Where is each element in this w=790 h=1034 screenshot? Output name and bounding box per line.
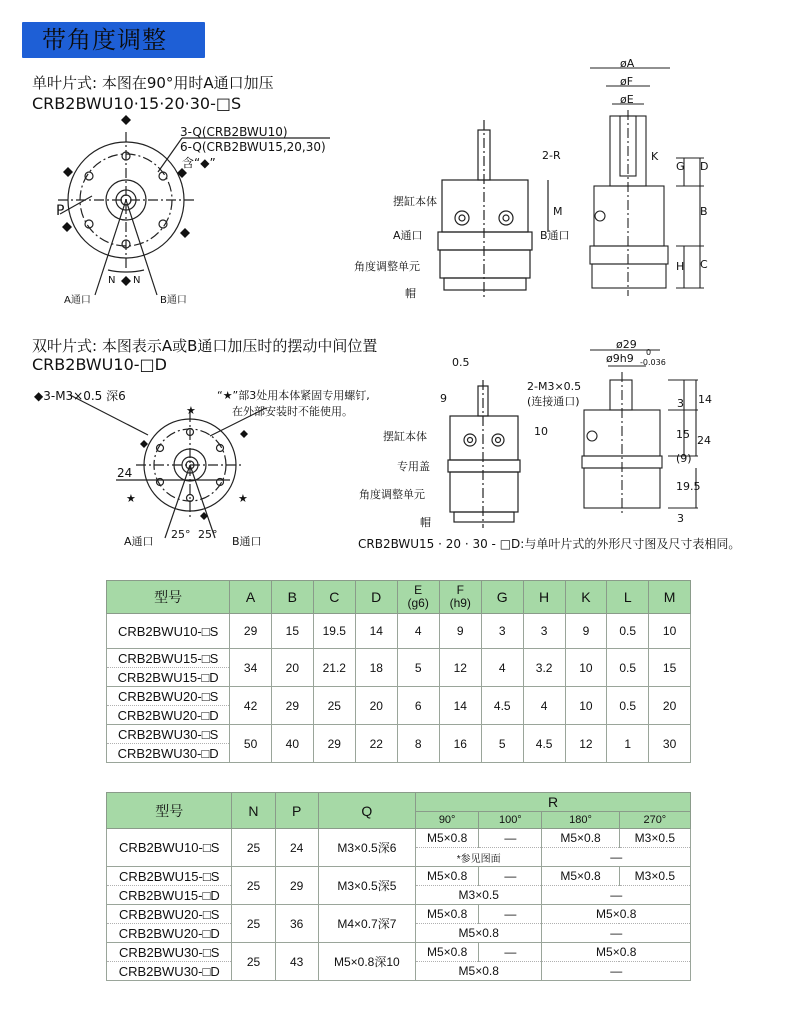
single-label-n1: N — [108, 275, 116, 286]
double-dim-9h9: ø9h9 — [606, 352, 634, 365]
single-dim-c: C — [700, 258, 708, 271]
svg-text:★: ★ — [126, 492, 136, 505]
cell: 10 — [565, 649, 607, 687]
single-dim-b: B — [700, 205, 708, 218]
cell: M3×0.5深6 — [318, 829, 415, 867]
single-port-b2: B通口 — [540, 229, 570, 242]
cell: — — [479, 867, 542, 886]
single-side-view — [330, 120, 570, 310]
cell: 20 — [649, 687, 691, 725]
cell: 4.5 — [481, 687, 523, 725]
cell: 9 — [565, 614, 607, 649]
page-title: 带角度调整 — [42, 26, 167, 54]
table-row — [107, 725, 691, 744]
cell: 21.2 — [313, 649, 355, 687]
header-e-label: E — [414, 583, 423, 597]
cell-model: CRB2BWU15-□D — [107, 668, 230, 687]
cell: 36 — [275, 905, 318, 943]
single-label-p: P — [56, 203, 65, 219]
header-r-100: 100° — [479, 812, 542, 829]
double-cover-label: 专用盖 — [397, 460, 430, 473]
cell: M5×0.8 — [542, 905, 691, 924]
double-dim-3b: 3 — [677, 512, 684, 525]
cell: M5×0.8 — [416, 905, 479, 924]
double-ports-label1: 2-M3×0.5 — [527, 380, 582, 393]
single-dim-view — [580, 60, 720, 310]
cell: 40 — [271, 725, 313, 763]
single-angle-unit: 角度调整单元 — [354, 260, 420, 273]
cell: M3×0.5 — [416, 886, 542, 905]
cell: 18 — [355, 649, 397, 687]
cell-model: CRB2BWU10-□S — [107, 614, 230, 649]
cell: M5×0.8 — [542, 867, 619, 886]
cell: M3×0.5深5 — [318, 867, 415, 905]
cell-model: CRB2BWU15-□S — [107, 649, 230, 668]
header-h: H — [523, 581, 565, 614]
double-screw-note: ◆3-M3×0.5 深6 — [34, 389, 126, 403]
cell: — — [542, 886, 691, 905]
cell: 5 — [481, 725, 523, 763]
cell-model: CRB2BWU15-□S — [107, 867, 232, 886]
single-q-note3: 含“◆” — [182, 156, 216, 170]
cell: M3×0.5 — [619, 829, 690, 848]
header-g: G — [481, 581, 523, 614]
double-dim-25b: 25° — [198, 528, 218, 541]
double-footnote: CRB2BWU15 · 20 · 30 - □D:与单叶片式的外形尺寸图及尺寸表相同。 — [358, 537, 741, 551]
cell: — — [479, 943, 542, 962]
double-dim-15: 15 — [676, 428, 690, 441]
header-model: 型号 — [107, 793, 232, 829]
header-l: L — [607, 581, 649, 614]
dimension-table — [106, 580, 691, 763]
cell: 1 — [607, 725, 649, 763]
header-b: B — [271, 581, 313, 614]
single-q-note2: 6-Q(CRB2BWU15,20,30) — [180, 140, 326, 154]
header-e-tol: (g6) — [407, 596, 429, 610]
cell: 10 — [565, 687, 607, 725]
cell: 15 — [271, 614, 313, 649]
single-label-n2: N — [133, 275, 141, 286]
double-star-note2: 在外部安装时不能使用。 — [232, 405, 353, 418]
cell: 5 — [397, 649, 439, 687]
cell-model: CRB2BWU30-□S — [107, 943, 232, 962]
cell: — — [542, 924, 691, 943]
single-port-a: A通口 — [64, 295, 91, 306]
cell: 9 — [439, 614, 481, 649]
cell: 20 — [355, 687, 397, 725]
cell: 29 — [275, 867, 318, 905]
cell: 19.5 — [313, 614, 355, 649]
cell: M5×0.8 — [416, 867, 479, 886]
cell: 15 — [649, 649, 691, 687]
cell-model: CRB2BWU30-□D — [107, 744, 230, 763]
double-model: CRB2BWU10-□D — [32, 355, 167, 374]
cell: — — [542, 848, 691, 867]
cell: M5×0.8 — [416, 943, 479, 962]
header-f-tol: (h9) — [449, 596, 471, 610]
cell: 29 — [271, 687, 313, 725]
single-dim-f: øF — [620, 75, 634, 88]
cell: M5×0.8 — [416, 924, 542, 943]
single-dim-k: K — [651, 150, 659, 163]
cell: 3 — [523, 614, 565, 649]
cell: M4×0.7深7 — [318, 905, 415, 943]
cell: 6 — [397, 687, 439, 725]
cell: 22 — [355, 725, 397, 763]
cell: 20 — [271, 649, 313, 687]
cell: M5×0.8 — [542, 829, 619, 848]
cell: 29 — [230, 614, 272, 649]
table-row — [107, 649, 691, 668]
single-heading: 单叶片式: 本图在90°用时A通口加压 — [32, 74, 274, 92]
cell-model: CRB2BWU20-□S — [107, 687, 230, 706]
double-star-note1: “★”部3处用本体紧固专用螺钉, — [217, 389, 370, 402]
header-f-label: F — [456, 583, 464, 597]
header-r-270: 270° — [619, 812, 690, 829]
table-header-row — [107, 793, 691, 812]
header-p: P — [275, 793, 318, 829]
single-dim-h: H — [676, 260, 685, 273]
cell: 30 — [649, 725, 691, 763]
cell: 4 — [481, 649, 523, 687]
header-q: Q — [318, 793, 415, 829]
double-heading: 双叶片式: 本图表示A或B通口加压时的摆动中间位置 — [32, 337, 378, 355]
double-port-b: B通口 — [232, 535, 262, 548]
cell: 3.2 — [523, 649, 565, 687]
single-dim-a: øA — [620, 57, 635, 70]
cell: 25 — [232, 943, 275, 981]
cell-model: CRB2BWU30-□D — [107, 962, 232, 981]
cell: 14 — [439, 687, 481, 725]
cell: 14 — [355, 614, 397, 649]
cell: 25 — [232, 905, 275, 943]
cell-model: CRB2BWU20-□D — [107, 924, 232, 943]
cell: 34 — [230, 649, 272, 687]
cell: M5×0.8深10 — [318, 943, 415, 981]
cell-model: CRB2BWU30-□S — [107, 725, 230, 744]
double-dim-25a: 25° — [171, 528, 191, 541]
single-body-label: 摆缸本体 — [393, 195, 437, 208]
table-row — [107, 867, 691, 886]
table-row — [107, 687, 691, 706]
cell: 29 — [313, 725, 355, 763]
cell: 43 — [275, 943, 318, 981]
header-c: C — [313, 581, 355, 614]
double-cap: 帽 — [420, 516, 431, 529]
double-tol-top: 0 — [646, 348, 652, 357]
cell: M5×0.8 — [416, 962, 542, 981]
header-f — [439, 581, 481, 614]
single-dim-d: D — [700, 160, 709, 173]
double-dim-24v: 24 — [697, 434, 711, 447]
cell-model: CRB2BWU20-□D — [107, 706, 230, 725]
cell: 42 — [230, 687, 272, 725]
double-dim-9: 9 — [440, 392, 447, 405]
port-table — [106, 792, 691, 981]
cell: M3×0.5 — [619, 867, 690, 886]
double-angle-unit: 角度调整单元 — [359, 488, 425, 501]
single-port-b: B通口 — [160, 295, 187, 306]
cell: 4 — [397, 614, 439, 649]
cell: 8 — [397, 725, 439, 763]
single-dim-e: øE — [620, 93, 634, 106]
table-row — [107, 905, 691, 924]
cell: 10 — [649, 614, 691, 649]
cell: 0.5 — [607, 614, 649, 649]
single-dim-m: M — [553, 205, 563, 218]
single-model: CRB2BWU10·15·20·30-□S — [32, 94, 242, 113]
header-r: R — [416, 793, 691, 812]
cell: 0.5 — [607, 649, 649, 687]
cell: — — [542, 962, 691, 981]
double-tol-bot: -0.036 — [640, 358, 666, 367]
double-ports-label2: (连接通口) — [527, 395, 580, 408]
cell: 25 — [232, 867, 275, 905]
cell: 3 — [481, 614, 523, 649]
cell: 24 — [275, 829, 318, 867]
table-row — [107, 829, 691, 848]
header-m: M — [649, 581, 691, 614]
table-row — [107, 614, 691, 649]
cell: 25 — [232, 829, 275, 867]
header-r-90: 90° — [416, 812, 479, 829]
cell-model: CRB2BWU15-□D — [107, 886, 232, 905]
double-port-a: A通口 — [124, 535, 154, 548]
double-dim-05: 0.5 — [452, 356, 470, 369]
table-row — [107, 943, 691, 962]
single-cap: 帽 — [405, 287, 416, 300]
cell: M5×0.8 — [416, 829, 479, 848]
cell-note: *参见图面 — [416, 848, 542, 867]
cell: 50 — [230, 725, 272, 763]
header-a: A — [230, 581, 272, 614]
single-port-a2: A通口 — [393, 229, 423, 242]
header-model: 型号 — [107, 581, 230, 614]
header-k: K — [565, 581, 607, 614]
cell: 12 — [439, 649, 481, 687]
double-body-label: 摆缸本体 — [383, 430, 427, 443]
cell: 0.5 — [607, 687, 649, 725]
cell: 12 — [565, 725, 607, 763]
double-dim-29: ø29 — [616, 338, 637, 351]
svg-text:★: ★ — [186, 404, 196, 417]
header-e — [397, 581, 439, 614]
double-dim-9p: (9) — [676, 452, 692, 465]
double-dim-24: 24 — [117, 466, 133, 480]
header-d: D — [355, 581, 397, 614]
single-q-note1: 3-Q(CRB2BWU10) — [180, 125, 288, 139]
header-r-180: 180° — [542, 812, 619, 829]
cell-model: CRB2BWU10-□S — [107, 829, 232, 867]
cell: 25 — [313, 687, 355, 725]
table-header-row — [107, 581, 691, 614]
cell: 4.5 — [523, 725, 565, 763]
double-dim-14: 14 — [698, 393, 712, 406]
cell: — — [479, 905, 542, 924]
single-label-2r: 2-R — [542, 149, 561, 162]
cell: — — [479, 829, 542, 848]
cell-model: CRB2BWU20-□S — [107, 905, 232, 924]
svg-text:★: ★ — [238, 492, 248, 505]
cell: M5×0.8 — [542, 943, 691, 962]
cell: 4 — [523, 687, 565, 725]
double-dim-10: 10 — [534, 425, 548, 438]
header-n: N — [232, 793, 275, 829]
double-dim-195: 19.5 — [676, 480, 701, 493]
single-dim-g: G — [676, 160, 685, 173]
cell: 16 — [439, 725, 481, 763]
double-dim-3a: 3 — [677, 397, 684, 410]
